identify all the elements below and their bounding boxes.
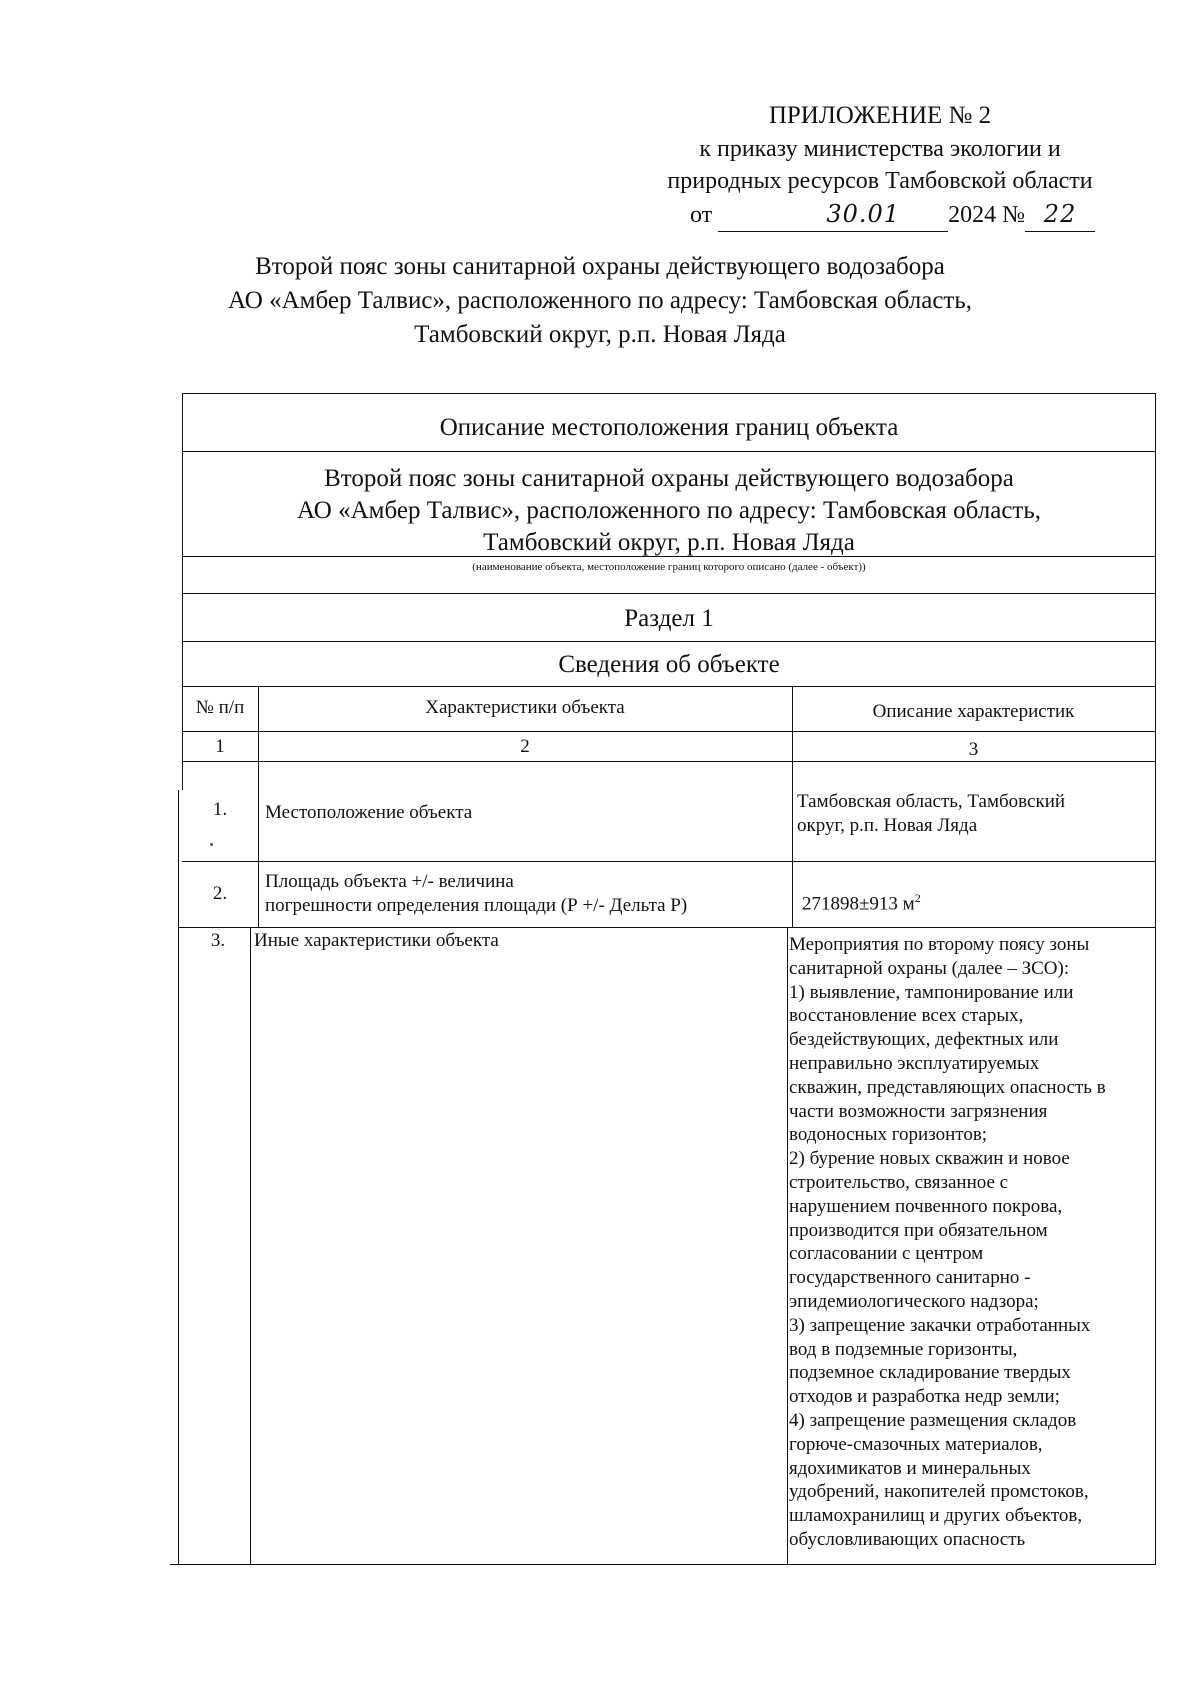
row-3-description-line: неправильно эксплуатируемых bbox=[789, 1052, 1040, 1074]
row-3-description-line: государственного санитарно - bbox=[789, 1267, 1031, 1289]
object-name-line3: Тамбовский округ, р.п. Новая Ляда bbox=[483, 529, 855, 556]
rule-after-row-2 bbox=[178, 927, 1156, 928]
row-2-characteristic-line1: Площадь объекта +/- величина bbox=[265, 871, 514, 892]
row-1-description-line2: округ, р.п. Новая Ляда bbox=[797, 815, 978, 836]
row-3-description-line: горюче-смазочных материалов, bbox=[789, 1433, 1043, 1455]
rule-after-row-1 bbox=[182, 861, 1156, 862]
row-3-description-line: вод в подземные горизонты, bbox=[789, 1338, 1018, 1360]
row-3-description bbox=[789, 933, 1155, 1552]
row-3-description-line: удобрений, накопителей промстоков, bbox=[789, 1481, 1089, 1503]
row-3-description-line: 4) запрещение размещения складов bbox=[789, 1409, 1077, 1431]
document-title-line2: АО «Амбер Талвис», расположенного по адресу: Тамбовская область, bbox=[227, 287, 972, 314]
row-3-description-line: производится при обязательном bbox=[789, 1219, 1048, 1241]
column-header-number: № п/п bbox=[195, 697, 245, 718]
column-header-characteristic: Характеристики объекта bbox=[425, 697, 625, 718]
rule-after-caption bbox=[182, 593, 1156, 594]
column-number-1: 1 bbox=[215, 736, 225, 757]
table-border-bottom bbox=[170, 1564, 1156, 1565]
row-2-area-value bbox=[802, 886, 921, 916]
scan-speck bbox=[210, 843, 213, 846]
date-prefix: от bbox=[690, 202, 713, 228]
row-3-description-line: эпидемиологического надзора; bbox=[789, 1290, 1039, 1312]
row-3-description-line: 2) бурение новых скважин и новое bbox=[789, 1148, 1070, 1170]
column-number-2: 2 bbox=[520, 736, 530, 757]
object-name-line1: Второй пояс зоны санитарной охраны действующего водозабора bbox=[324, 465, 1014, 492]
rule-after-section-title bbox=[182, 686, 1156, 687]
order-reference-line2: природных ресурсов Тамбовской области bbox=[667, 168, 1093, 194]
object-name-line2: АО «Амбер Талвис», расположенного по адресу: Тамбовская область, bbox=[296, 497, 1041, 524]
document-title-line3: Тамбовский округ, р.п. Новая Ляда bbox=[414, 321, 786, 348]
column-header-description: Описание характеристик bbox=[872, 701, 1075, 722]
row-3-description-line: 3) запрещение закачки отработанных bbox=[789, 1314, 1091, 1336]
row-3-description-line: обусловливающих опасность bbox=[789, 1528, 1026, 1550]
row-3-description-line: согласовании с центром bbox=[789, 1243, 984, 1265]
row-3-description-line: 1) выявление, тампонирование или bbox=[789, 981, 1074, 1003]
table-border-top bbox=[182, 393, 1156, 394]
row-3-description-line: Мероприятия по второму поясу зоны bbox=[789, 934, 1090, 955]
order-date-line bbox=[690, 198, 1120, 232]
row-3-description-line: нарушением почвенного покрова, bbox=[789, 1195, 1063, 1217]
number-field bbox=[1025, 198, 1095, 232]
area-value: 271898±913 м bbox=[802, 893, 915, 915]
appendix-title: ПРИЛОЖЕНИЕ № 2 bbox=[768, 102, 992, 129]
row-3-description-line: строительство, связанное с bbox=[789, 1171, 1009, 1193]
row-3-description-line: санитарной охраны (далее – ЗСО): bbox=[789, 957, 1070, 979]
row-3-description-line: скважин, представляющих опасность в bbox=[789, 1076, 1106, 1098]
row-1-characteristic: Местоположение объекта bbox=[265, 802, 473, 823]
row-2-number: 2. bbox=[212, 883, 228, 904]
row-3-description-line: водоносных горизонтов; bbox=[789, 1124, 988, 1146]
object-name-caption: (наименование объекта, местоположение границ которого описано (далее - объект)) bbox=[472, 561, 866, 573]
row-3-description-line: шламохранилищ и других объектов, bbox=[789, 1505, 1083, 1527]
date-field bbox=[718, 198, 948, 232]
row-1-description-line1: Тамбовская область, Тамбовский bbox=[797, 791, 1066, 812]
section-title: Сведения об объекте bbox=[558, 651, 780, 678]
handwritten-number: 22 bbox=[1043, 200, 1077, 228]
row-3-description-line: ядохимикатов и минеральных bbox=[789, 1457, 1031, 1479]
row-3-description-line: подземное складирование твердых bbox=[789, 1362, 1071, 1384]
row-3-description-line: отходов и разработка недр земли; bbox=[789, 1386, 1060, 1408]
rule-after-columns bbox=[182, 731, 1156, 732]
row-2-characteristic-line2: погрешности определения площади (Р +/- Дельта Р) bbox=[265, 895, 688, 916]
area-unit-superscript: 2 bbox=[914, 891, 921, 905]
row-3-description-line: восстановление всех старых, bbox=[789, 1005, 1024, 1027]
document-title-line1: Второй пояс зоны санитарной охраны действующего водозабора bbox=[255, 253, 945, 280]
table-heading: Описание местоположения границ объекта bbox=[439, 414, 899, 441]
rule-after-heading bbox=[182, 451, 1156, 452]
row-3-characteristic: Иные характеристики объекта bbox=[254, 930, 499, 951]
section-label: Раздел 1 bbox=[624, 605, 714, 632]
row-3-number: 3. bbox=[210, 930, 226, 951]
column-divider-2-lower bbox=[787, 927, 788, 1564]
order-reference-line1: к приказу министерства экологии и bbox=[699, 136, 1061, 162]
column-number-3: 3 bbox=[968, 739, 979, 760]
row-1-number: 1. bbox=[212, 799, 228, 820]
column-divider-1 bbox=[258, 686, 259, 927]
table-border-left-lower bbox=[178, 790, 179, 1565]
rule-after-section bbox=[182, 641, 1156, 642]
row-3-description-line: бездействующих, дефектных или bbox=[789, 1029, 1059, 1051]
column-divider-1-lower bbox=[250, 927, 251, 1564]
handwritten-date: 30.01 bbox=[826, 200, 901, 228]
year-number-label: 2024 № bbox=[948, 202, 1026, 228]
row-3-description-line: части возможности загрязнения bbox=[789, 1100, 1048, 1122]
